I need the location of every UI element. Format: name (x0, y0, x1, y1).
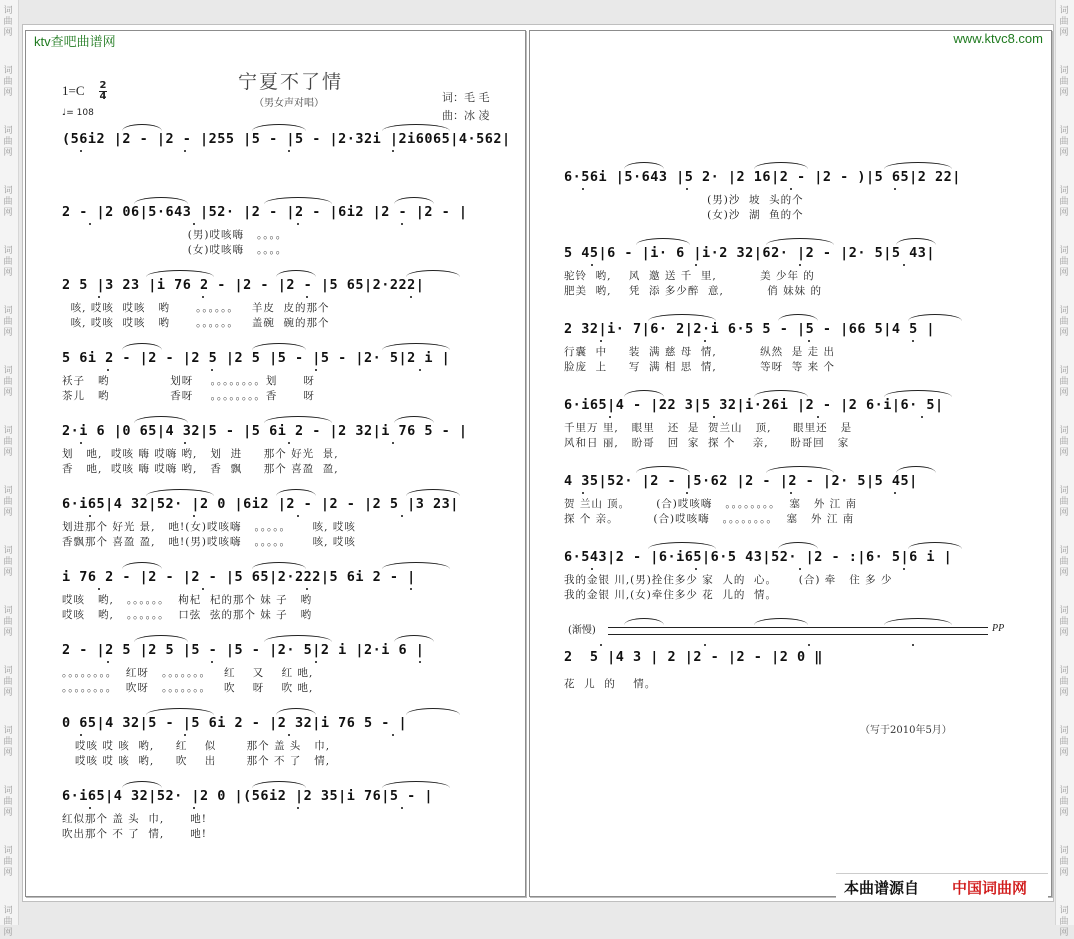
octave-dot (89, 515, 91, 517)
time-signature (99, 81, 107, 102)
slur-mark (122, 562, 162, 569)
side-watermark-text: 词 曲 网 (3, 126, 13, 158)
lyric-line: 茶儿 哟 香呀 。。。。。。。。香 呀 (62, 390, 315, 402)
octave-dot (80, 734, 82, 736)
key-signature: 1=C (62, 83, 85, 98)
slur-mark (394, 416, 434, 423)
lyric-line: 贺 兰山 顶。 (合)哎咳嗨 。。。。。。。。 塞 外 江 南 (564, 498, 858, 510)
lyric-line: 肥美 哟, 凭 添 多少醉 意, 俏 妹妹 的 (564, 285, 822, 297)
slur-mark (884, 390, 952, 397)
composer-credit: 曲：冰 凌 (442, 109, 490, 122)
slur-mark (134, 197, 188, 204)
octave-dot (297, 807, 299, 809)
notation-line: 2 - |2 5 |2 5 |5 - |5 - |2· 5|2 i |2·i 6 | (62, 642, 425, 658)
side-watermark-text: 词 曲 网 (1059, 666, 1069, 698)
slur-mark (766, 238, 834, 245)
slur-mark (276, 708, 316, 715)
octave-dot (193, 807, 195, 809)
slur-mark (146, 489, 214, 496)
slur-mark (896, 238, 936, 245)
lyric-line: 哎咳 哎 咳 哟, 红 似 那个 盖 头 巾, (62, 740, 331, 752)
site-label-right[interactable]: www.ktvc8.com (953, 31, 1043, 46)
octave-dot (401, 223, 403, 225)
slur-mark (252, 343, 306, 350)
octave-dot (306, 296, 308, 298)
octave-dot (912, 340, 914, 342)
lyric-line: 划 吔, 哎咳 嗨 哎嗨 哟, 划 进 那个 好光 景, (62, 448, 339, 460)
octave-dot (790, 492, 792, 494)
slur-mark (146, 708, 214, 715)
slur-mark (624, 162, 664, 169)
octave-dot (392, 150, 394, 152)
side-watermark-text: 词 曲 网 (3, 606, 13, 638)
slur-mark (134, 635, 188, 642)
score-page-right (529, 30, 1052, 897)
slur-mark (122, 781, 162, 788)
octave-dot (89, 807, 91, 809)
side-watermark-text: 词 曲 网 (3, 726, 13, 758)
octave-dot (582, 492, 584, 494)
slur-mark (276, 270, 316, 277)
lyric-line: 红似那个 盖 头 巾, 吔! (62, 813, 207, 825)
dynamic-mark: PP (992, 623, 1005, 634)
side-watermark-text: 词 曲 网 (1059, 126, 1069, 158)
octave-dot (686, 492, 688, 494)
slur-mark (754, 390, 808, 397)
slur-mark (896, 466, 936, 473)
side-watermark-text: 词 曲 网 (1059, 66, 1069, 98)
side-watermark-text: 词 曲 网 (1059, 186, 1069, 218)
left-watermark-strip (0, 0, 19, 938)
octave-dot (392, 442, 394, 444)
date-note: （写于2010年5月） (860, 725, 952, 736)
slur-mark (382, 562, 450, 569)
octave-dot (401, 515, 403, 517)
lyric-line: 。。。。。。。。 吹呀 。。。。。。。 吹 呀 吹 吔, (62, 682, 314, 694)
slur-mark (624, 618, 664, 625)
lyric-line: 脸庞 上 写 满 相 思 情, 等呀 等 来 个 (564, 361, 835, 373)
lyric-line: 我的金银 川,(男)拴住多少 家 人的 心。 (合) 牵 住 多 少 (564, 574, 893, 586)
lyric-line: 吹出那个 不 了 情, 吔! (62, 828, 207, 840)
lyric-line: 哎咳 哟, 。。。。。。 枸杞 杞的那个 妹 子 哟 (62, 594, 313, 606)
notation-line: 6·i65|4 32|52· |2 0 |(56i2 |2 35|i 76|5 - | (62, 788, 433, 804)
lyric-line: 。。。。。。。。 红呀 。。。。。。。 红 又 红 吔, (62, 667, 314, 679)
song-subtitle: （男女声对唱） (254, 98, 324, 109)
lyricist-credit: 词：毛 毛 (442, 91, 490, 104)
lyric-line: 哎咳 哎 咳 哟, 吹 出 那个 不 了 情, (62, 755, 331, 767)
lyric-line: 香飘那个 喜盈 盈, 吔!(男)哎咳嗨 。。。。。 咳, 哎咳 (62, 536, 356, 548)
slur-mark (406, 489, 460, 496)
notation-line: 2 5 |4 3 | 2 |2 - |2 - |2 0 ‖ (564, 649, 823, 665)
tempo-mark: ♩= 108 (62, 108, 94, 118)
octave-dot (392, 734, 394, 736)
octave-dot (817, 416, 819, 418)
lyric-line: (女)哎咳嗨 。。。。 (62, 244, 288, 256)
octave-dot (288, 734, 290, 736)
lyric-line: 咳, 哎咳 哎咳 哟 。。。。。。 羊皮 皮的那个 (62, 302, 330, 314)
side-watermark-text: 词 曲 网 (3, 906, 13, 938)
side-watermark-text: 词 曲 网 (3, 546, 13, 578)
notation-line: 6·i65|4 32|52· |2 0 |6i2 |2 - |2 - |2 5 |3 23| (62, 496, 459, 512)
source-label: 本曲谱源自 (844, 879, 920, 897)
octave-dot (591, 568, 593, 570)
side-watermark-text: 词 曲 网 (3, 486, 13, 518)
slur-mark (754, 162, 808, 169)
octave-dot (193, 515, 195, 517)
slur-mark (276, 489, 316, 496)
slur-mark (908, 314, 962, 321)
octave-dot (410, 588, 412, 590)
octave-dot (98, 296, 100, 298)
notation-line: 2·i 6 |0 65|4 32|5 - |5 6i 2 - |2 32|i 76 5 - | (62, 423, 468, 439)
lyric-line: (男)沙 坡 头的个 (564, 194, 804, 206)
slur-mark (146, 270, 214, 277)
lyric-line: 行囊 中 装 满 慈 母 情, 纵然 是 走 出 (564, 346, 835, 358)
slur-mark (122, 343, 162, 350)
slur-mark (264, 416, 332, 423)
octave-dot (799, 264, 801, 266)
meter-top: 2 (99, 80, 107, 91)
lyric-line: 咳, 哎咳 哎咳 哟 。。。。。。 盖碗 碗的那个 (62, 317, 330, 329)
side-watermark-text: 词 曲 网 (1059, 6, 1069, 38)
side-watermark-text: 词 曲 网 (3, 666, 13, 698)
source-site-link[interactable]: 中国词曲网 (952, 879, 1028, 897)
octave-dot (107, 661, 109, 663)
side-watermark-text: 词 曲 网 (1059, 906, 1069, 938)
octave-dot (315, 661, 317, 663)
notation-line: 0 65|4 32|5 - |5 6i 2 - |2 32|i 76 5 - | (62, 715, 408, 731)
octave-dot (211, 369, 213, 371)
lyric-line: 花 儿 的 情。 (564, 678, 657, 690)
octave-dot (903, 264, 905, 266)
side-watermark-text: 词 曲 网 (3, 426, 13, 458)
octave-dot (202, 588, 204, 590)
notation-line: 6·56i |5·643 |5 2· |2 16|2 - |2 - )|5 65|2 22| (564, 169, 961, 185)
octave-dot (695, 264, 697, 266)
slur-mark (884, 618, 952, 625)
lyric-line: 香 吔, 哎咳 嗨 哎嗨 哟, 香 飘 那个 喜盈 盈, (62, 463, 339, 475)
side-watermark-text: 词 曲 网 (3, 786, 13, 818)
slur-mark (252, 562, 306, 569)
slur-mark (766, 466, 834, 473)
octave-dot (98, 588, 100, 590)
octave-dot (297, 515, 299, 517)
side-watermark-text: 词 曲 网 (1059, 726, 1069, 758)
side-watermark-text: 词 曲 网 (1059, 786, 1069, 818)
octave-dot (211, 661, 213, 663)
side-watermark-text: 词 曲 网 (1059, 606, 1069, 638)
octave-dot (704, 644, 706, 646)
octave-dot (695, 568, 697, 570)
notation-line: 4 35|52· |2 - |5·62 |2 - |2 - |2· 5|5 45| (564, 473, 918, 489)
slur-mark (264, 635, 332, 642)
lyric-line: 风和日 丽, 盼哥 回 家 探 个 亲, 盼哥回 家 (564, 437, 850, 449)
octave-dot (297, 223, 299, 225)
side-watermark-text: 词 曲 网 (1059, 246, 1069, 278)
lyric-line: (男)哎咳嗨 。。。。 (62, 229, 288, 241)
side-watermark-text: 词 曲 网 (3, 306, 13, 338)
slur-mark (884, 162, 952, 169)
side-watermark-text: 词 曲 网 (3, 66, 13, 98)
lyric-line: 划进那个 好光 景, 吔!(女)哎咳嗨 。。。。。 咳, 哎咳 (62, 521, 356, 533)
octave-dot (713, 416, 715, 418)
song-title: 宁夏不了情 (238, 71, 344, 93)
slur-mark (754, 618, 808, 625)
octave-dot (193, 223, 195, 225)
notation-line: (56i2 |2 - |2 - |255 |5 - |5 - |2·32i |2i6065|4·562| (62, 131, 511, 147)
slur-mark (382, 124, 450, 131)
octave-dot (799, 568, 801, 570)
side-watermark-text: 词 曲 网 (1059, 366, 1069, 398)
source-banner (836, 873, 1048, 898)
lyric-line: 探 个 亲。 (合)哎咳嗨 。。。。。。。。 塞 外 江 南 (564, 513, 855, 525)
octave-dot (921, 416, 923, 418)
lyric-line: 千里万 里, 眼里 还 是 贺兰山 顶, 眼里还 是 (564, 422, 853, 434)
octave-dot (288, 150, 290, 152)
score-page-left (25, 30, 526, 897)
right-watermark-strip (1055, 0, 1074, 938)
slur-mark (778, 314, 818, 321)
notation-line: 2 32|i· 7|6· 2|2·i 6·5 5 - |5 - |66 5|4 5 | (564, 321, 935, 337)
slur-mark (382, 343, 450, 350)
notation-line: 6·i65|4 - |22 3|5 32|i·26i |2 - |2 6·i|6· 5| (564, 397, 944, 413)
octave-dot (288, 442, 290, 444)
octave-dot (184, 734, 186, 736)
slur-mark (122, 124, 162, 131)
side-watermark-text: 词 曲 网 (3, 6, 13, 38)
octave-dot (107, 369, 109, 371)
side-watermark-text: 词 曲 网 (3, 186, 13, 218)
slur-mark (778, 542, 818, 549)
octave-dot (609, 416, 611, 418)
octave-dot (790, 188, 792, 190)
lyric-line: 驼铃 哟, 风 邀 送 千 里, 美 少年 的 (564, 270, 815, 282)
octave-dot (419, 661, 421, 663)
slur-mark (264, 197, 332, 204)
octave-dot (582, 188, 584, 190)
notation-line: 5 6i 2 - |2 - |2 5 |2 5 |5 - |5 - |2· 5|2 i | (62, 350, 451, 366)
decrescendo-line (608, 627, 988, 635)
slur-mark (394, 635, 434, 642)
slur-mark (406, 270, 460, 277)
slur-mark (908, 542, 962, 549)
octave-dot (306, 588, 308, 590)
side-watermark-text: 词 曲 网 (3, 846, 13, 878)
slur-mark (394, 197, 434, 204)
octave-dot (410, 296, 412, 298)
octave-dot (600, 340, 602, 342)
octave-dot (184, 150, 186, 152)
octave-dot (202, 296, 204, 298)
octave-dot (903, 568, 905, 570)
slur-mark (636, 238, 690, 245)
notation-line: 6·543|2 - |6·i65|6·5 43|52· |2 - :|6· 5|6 i | (564, 549, 953, 565)
slur-mark (648, 542, 716, 549)
side-watermark-text: 词 曲 网 (3, 246, 13, 278)
notation-line: 2 - |2 06|5·643 |52· |2 - |2 - |6i2 |2 - |2 - | (62, 204, 468, 220)
octave-dot (808, 644, 810, 646)
slur-mark (406, 708, 460, 715)
side-watermark-text: 词 曲 网 (1059, 426, 1069, 458)
lyric-line: 哎咳 哟, 。。。。。。 口弦 弦的那个 妹 子 哟 (62, 609, 313, 621)
octave-dot (315, 369, 317, 371)
slur-mark (252, 124, 306, 131)
octave-dot (600, 644, 602, 646)
slur-mark (648, 314, 716, 321)
lyric-line: (女)沙 湖 鱼的个 (564, 209, 804, 221)
slur-mark (252, 781, 306, 788)
octave-dot (184, 442, 186, 444)
octave-dot (704, 340, 706, 342)
side-watermark-text: 词 曲 网 (1059, 546, 1069, 578)
octave-dot (894, 188, 896, 190)
octave-dot (591, 264, 593, 266)
octave-dot (894, 492, 896, 494)
meter-bottom: 4 (99, 91, 107, 102)
octave-dot (686, 188, 688, 190)
side-watermark-text: 词 曲 网 (1059, 306, 1069, 338)
side-watermark-text: 词 曲 网 (1059, 486, 1069, 518)
lyric-line: 袄子 哟 划呀 。。。。。。。。划 呀 (62, 375, 315, 387)
tempo-change-mark: (渐慢) (568, 625, 596, 636)
lyric-line: 我的金银 川,(女)牵住多少 花 儿的 情。 (564, 589, 778, 601)
side-watermark-text: 词 曲 网 (1059, 846, 1069, 878)
site-label-left[interactable]: ktv查吧曲谱网 (34, 34, 116, 49)
side-watermark-text: 词 曲 网 (3, 366, 13, 398)
octave-dot (419, 369, 421, 371)
octave-dot (80, 150, 82, 152)
octave-dot (912, 644, 914, 646)
slur-mark (624, 390, 664, 397)
notation-line: 2 5 |3 23 |i 76 2 - |2 - |2 - |5 65|2·222| (62, 277, 425, 293)
slur-mark (636, 466, 690, 473)
octave-dot (808, 340, 810, 342)
slur-mark (134, 416, 188, 423)
notation-line: i 76 2 - |2 - |2 - |5 65|2·222|5 6i 2 - | (62, 569, 416, 585)
octave-dot (80, 442, 82, 444)
octave-dot (401, 807, 403, 809)
octave-dot (89, 223, 91, 225)
slur-mark (382, 781, 450, 788)
notation-line: 5 45|6 - |i· 6 |i·2 32|62· |2 - |2· 5|5 43| (564, 245, 935, 261)
